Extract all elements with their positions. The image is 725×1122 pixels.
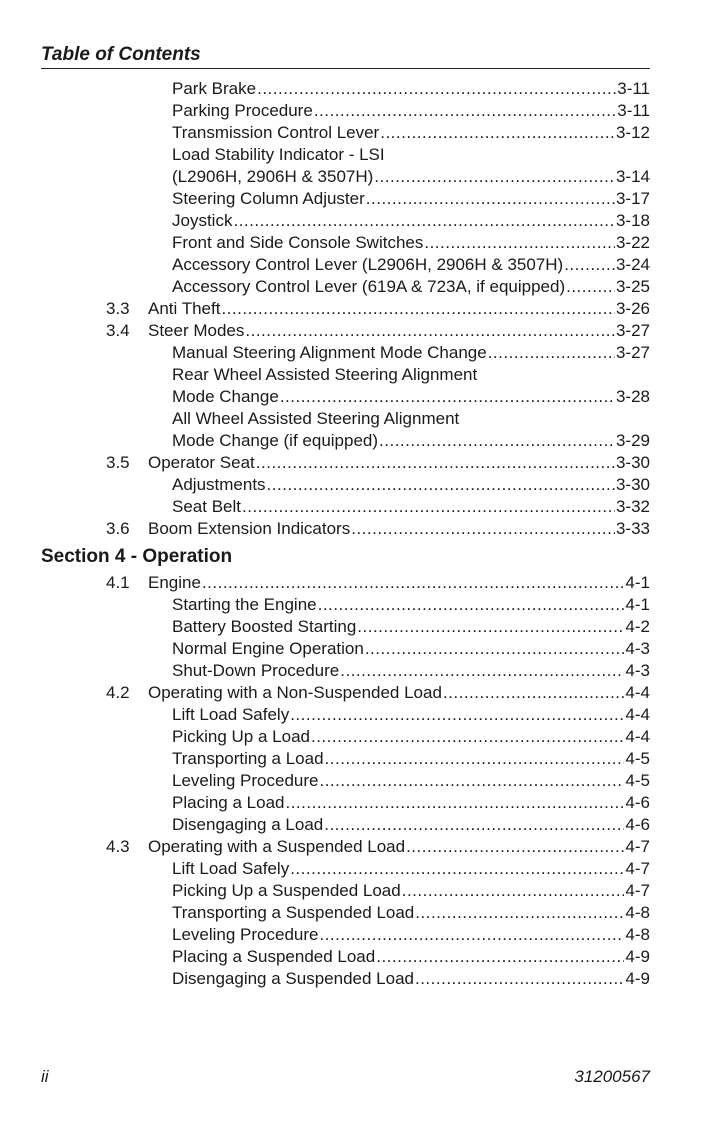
toc-entry[interactable] [0, 858, 725, 880]
toc-entry[interactable] [0, 638, 725, 660]
toc-entry-line [172, 638, 650, 660]
toc-entry-title: Shut-Down Procedure [172, 661, 340, 680]
toc-entry-title: Seat Belt [172, 497, 241, 516]
toc-entry-line [172, 474, 650, 496]
toc-dot-leader [376, 946, 624, 968]
toc-dot-leader [285, 792, 624, 814]
toc-entry-title: Manual Steering Alignment Mode Change [172, 343, 487, 362]
toc-entry-title: Steer Modes [148, 321, 245, 340]
toc-entry-line [148, 320, 650, 342]
toc-entry-page: 3-33 [615, 519, 650, 538]
toc-entry-page: 4-8 [625, 925, 650, 944]
toc-entry-page: 4-6 [625, 793, 650, 812]
toc-entry-title: Leveling Procedure [172, 771, 319, 790]
toc-entry[interactable] [0, 210, 725, 232]
toc-entry-title: Transmission Control Lever [172, 123, 380, 142]
toc-entry-line [172, 880, 650, 902]
toc-dot-leader [256, 452, 615, 474]
toc-dot-leader [267, 474, 615, 496]
toc-entry[interactable] [0, 518, 725, 540]
toc-entry[interactable] [0, 902, 725, 924]
toc-entry-page: 4-7 [625, 859, 650, 878]
toc-entry[interactable] [0, 594, 725, 616]
toc-dot-leader [233, 210, 615, 232]
toc-dot-leader [402, 880, 625, 902]
toc-entry-title: Starting the Engine [172, 595, 317, 614]
toc-entry-title: Leveling Procedure [172, 925, 319, 944]
toc-dot-leader [380, 122, 615, 144]
toc-entry-title: Normal Engine Operation [172, 639, 364, 658]
toc-dot-leader [415, 968, 624, 990]
toc-entry-line [172, 704, 650, 726]
toc-entry-page: 4-7 [625, 837, 650, 856]
toc-entry[interactable] [0, 276, 725, 298]
toc-dot-leader [280, 386, 615, 408]
toc-entry-title: Lift Load Safely [172, 705, 290, 724]
toc-entry[interactable] [0, 188, 725, 210]
toc-entry-title: Transporting a Suspended Load [172, 903, 415, 922]
toc-entry[interactable] [0, 232, 725, 254]
toc-entry-title: Operating with a Non-Suspended Load [148, 683, 442, 702]
toc-entry[interactable] [0, 814, 725, 836]
toc-entry-page: 4-3 [625, 639, 650, 658]
toc-entry-page: 3-30 [615, 475, 650, 494]
toc-dot-leader [311, 726, 624, 748]
toc-entry-page: 4-9 [625, 947, 650, 966]
toc-entry-page: 4-4 [625, 727, 650, 746]
toc-entry-line [172, 726, 650, 748]
toc-entry[interactable] [0, 946, 725, 968]
toc-entry-page: 3-14 [615, 167, 650, 186]
toc-entry-title: Transporting a Load [172, 749, 324, 768]
toc-entry-page: 3-25 [615, 277, 650, 296]
toc-entry-page: 3-28 [615, 387, 650, 406]
toc-dot-leader [257, 78, 616, 100]
toc-entry-line [172, 100, 650, 122]
toc-entry-page: 4-5 [625, 749, 650, 768]
toc-entry[interactable] [0, 748, 725, 770]
toc-entry-line [172, 166, 650, 188]
toc-entry-line [172, 968, 650, 990]
toc-entry-page: 3-27 [615, 343, 650, 362]
toc-entry-line [148, 452, 650, 474]
footer-doc-number: 31200567 [574, 1067, 650, 1086]
toc-entry-line [172, 594, 650, 616]
toc-entry-title: Boom Extension Indicators [148, 519, 351, 538]
toc-entry[interactable] [0, 572, 725, 594]
toc-entry-page: 4-1 [625, 595, 650, 614]
toc-entry-line [172, 188, 650, 210]
toc-entry-title: Rear Wheel Assisted Steering Alignment [172, 365, 478, 384]
toc-entry-page: 4-8 [625, 903, 650, 922]
toc-entry[interactable] [0, 364, 725, 386]
page-header-title: Table of Contents [41, 44, 650, 69]
toc-entry-line [172, 660, 650, 682]
toc-entry[interactable] [0, 704, 725, 726]
toc-entry[interactable] [0, 968, 725, 990]
toc-entry[interactable] [0, 166, 725, 188]
toc-entry[interactable] [0, 616, 725, 638]
toc-entry-page: 3-32 [615, 497, 650, 516]
toc-entry-line [172, 408, 650, 430]
toc-dot-leader [488, 342, 615, 364]
toc-entry-line [172, 364, 650, 386]
toc-dot-leader [351, 518, 615, 540]
toc-entry-page: 4-3 [625, 661, 650, 680]
toc-dot-leader [415, 902, 624, 924]
toc-dot-leader [290, 704, 624, 726]
toc-entry-page: 4-4 [625, 683, 650, 702]
toc-entry-title: Operating with a Suspended Load [148, 837, 406, 856]
toc-dot-leader [221, 298, 615, 320]
toc-entry-number: 4.3 [106, 837, 130, 856]
toc-entry-page: 3-29 [615, 431, 650, 450]
toc-entry-page: 3-22 [615, 233, 650, 252]
footer-page-number: ii [41, 1067, 49, 1086]
toc-entry[interactable] [0, 320, 725, 342]
toc-entry-title: Placing a Suspended Load [172, 947, 376, 966]
toc-entry-line [172, 924, 650, 946]
toc-dot-leader [319, 924, 624, 946]
toc-entry[interactable] [0, 144, 725, 166]
toc-entry[interactable] [0, 836, 725, 858]
toc-dot-leader [379, 430, 615, 452]
toc-entry-page: 3-11 [617, 101, 650, 120]
toc-entry-number: 3.4 [106, 321, 130, 340]
toc-entry-line [172, 946, 650, 968]
toc-entry-line [172, 144, 650, 166]
toc-entry[interactable] [0, 408, 725, 430]
toc-entry-title: Parking Procedure [172, 101, 313, 120]
toc-dot-leader [406, 836, 624, 858]
toc-list-section-4 [0, 572, 725, 990]
toc-dot-leader [314, 100, 616, 122]
toc-entry-title: Disengaging a Suspended Load [172, 969, 414, 988]
toc-entry[interactable] [0, 924, 725, 946]
toc-entry[interactable] [0, 342, 725, 364]
toc-entry-line [172, 748, 650, 770]
toc-dot-leader [564, 254, 615, 276]
toc-entry-title: Mode Change (if equipped) [172, 431, 379, 450]
toc-entry-line [172, 342, 650, 364]
toc-entry-page: 4-7 [625, 881, 650, 900]
toc-entry-line [172, 616, 650, 638]
toc-entry[interactable] [0, 122, 725, 144]
section-heading [0, 542, 725, 572]
toc-entry-page: 4-4 [625, 705, 650, 724]
toc-entry-title: Picking Up a Suspended Load [172, 881, 401, 900]
toc-entry-page: 3-12 [615, 123, 650, 142]
toc-dot-leader [290, 858, 624, 880]
toc-entry-line [172, 770, 650, 792]
toc-dot-leader [325, 748, 625, 770]
toc-entry-line [148, 298, 650, 320]
toc-entry-page: 4-6 [625, 815, 650, 834]
toc-entry-title: Picking Up a Load [172, 727, 310, 746]
toc-dot-leader [566, 276, 615, 298]
toc-entry-line [172, 210, 650, 232]
toc-dot-leader [324, 814, 624, 836]
toc-entry-page: 4-5 [625, 771, 650, 790]
toc-entry-title: Lift Load Safely [172, 859, 290, 878]
table-of-contents [0, 78, 725, 990]
toc-dot-leader [443, 682, 624, 704]
toc-entry-title: Battery Boosted Starting [172, 617, 357, 636]
toc-entry-title: Operator Seat [148, 453, 255, 472]
toc-dot-leader [340, 660, 624, 682]
toc-entry-line [172, 232, 650, 254]
toc-entry-line [172, 858, 650, 880]
toc-entry-page: 4-1 [625, 573, 650, 592]
toc-entry-page: 3-17 [615, 189, 650, 208]
toc-dot-leader [319, 770, 624, 792]
toc-entry-line [148, 572, 650, 594]
toc-entry-title: (L2906H, 2906H & 3507H) [172, 167, 374, 186]
toc-entry[interactable] [0, 100, 725, 122]
toc-entry[interactable] [0, 880, 725, 902]
toc-entry[interactable] [0, 254, 725, 276]
toc-entry-number: 3.5 [106, 453, 130, 472]
toc-entry-title: Mode Change [172, 387, 279, 406]
toc-entry[interactable] [0, 452, 725, 474]
toc-entry[interactable] [0, 682, 725, 704]
toc-entry-page: 4-9 [625, 969, 650, 988]
toc-entry-number: 4.2 [106, 683, 130, 702]
toc-entry-page: 3-18 [615, 211, 650, 230]
toc-entry-line [172, 122, 650, 144]
toc-list-section-3 [0, 78, 725, 540]
toc-entry-line [172, 78, 650, 100]
toc-dot-leader [357, 616, 624, 638]
toc-dot-leader [366, 188, 615, 210]
toc-entry-line [172, 276, 650, 298]
toc-entry-line [172, 254, 650, 276]
toc-entry-number: 3.3 [106, 299, 130, 318]
toc-dot-leader [365, 638, 625, 660]
toc-entry-line [148, 518, 650, 540]
toc-entry-page: 3-30 [615, 453, 650, 472]
toc-entry-title: Park Brake [172, 79, 257, 98]
toc-entry[interactable] [0, 660, 725, 682]
toc-dot-leader [318, 594, 625, 616]
toc-entry-line [172, 792, 650, 814]
toc-entry-title: All Wheel Assisted Steering Alignment [172, 409, 460, 428]
toc-entry-title: Engine [148, 573, 201, 592]
toc-entry-line [148, 836, 650, 858]
toc-entry-line [148, 682, 650, 704]
toc-entry-title: Load Stability Indicator - LSI [172, 145, 385, 164]
toc-dot-leader [245, 320, 615, 342]
toc-entry-line [172, 902, 650, 924]
toc-dot-leader [374, 166, 615, 188]
toc-entry-title: Accessory Control Lever (L2906H, 2906H & 3507H) [172, 255, 564, 274]
toc-entry[interactable] [0, 496, 725, 518]
toc-entry[interactable] [0, 726, 725, 748]
toc-entry-number: 3.6 [106, 519, 130, 538]
toc-entry-page: 3-24 [615, 255, 650, 274]
toc-entry-line [172, 496, 650, 518]
section-4-title[interactable]: Section 4 - Operation [41, 546, 233, 567]
toc-entry-title: Steering Column Adjuster [172, 189, 365, 208]
toc-entry-title: Anti Theft [148, 299, 221, 318]
toc-dot-leader [202, 572, 624, 594]
toc-entry-title: Joystick [172, 211, 233, 230]
toc-entry[interactable] [0, 430, 725, 452]
toc-entry-title: Placing a Load [172, 793, 285, 812]
toc-entry[interactable] [0, 792, 725, 814]
toc-entry-line [172, 386, 650, 408]
toc-entry-line [172, 430, 650, 452]
toc-entry-title: Accessory Control Lever (619A & 723A, if equipped) [172, 277, 566, 296]
toc-dot-leader [242, 496, 615, 518]
toc-entry-line [172, 814, 650, 836]
toc-entry-title: Disengaging a Load [172, 815, 324, 834]
toc-entry-title: Adjustments [172, 475, 266, 494]
toc-entry[interactable] [0, 386, 725, 408]
toc-entry-page: 3-11 [617, 79, 650, 98]
toc-entry-title: Front and Side Console Switches [172, 233, 424, 252]
toc-entry[interactable] [0, 78, 725, 100]
toc-entry[interactable] [0, 770, 725, 792]
toc-entry[interactable] [0, 298, 725, 320]
toc-entry-number: 4.1 [106, 573, 130, 592]
toc-entry-page: 3-26 [615, 299, 650, 318]
toc-entry-page: 4-2 [625, 617, 650, 636]
toc-entry-page: 3-27 [615, 321, 650, 340]
toc-dot-leader [424, 232, 615, 254]
toc-entry[interactable] [0, 474, 725, 496]
